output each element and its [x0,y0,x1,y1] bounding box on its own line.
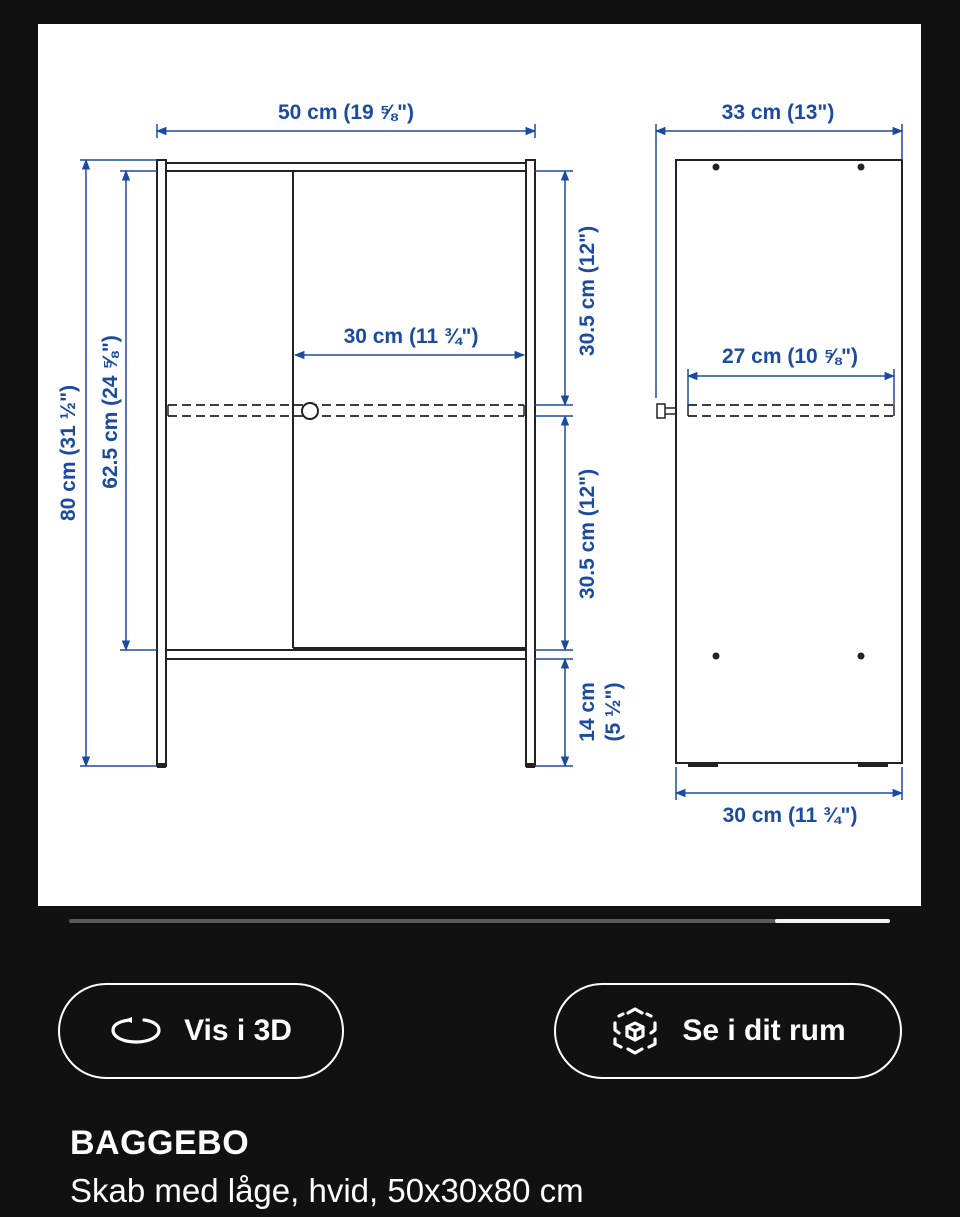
see-in-room-label: Se i dit rum [682,1014,846,1047]
leg-height-in-label: (5 ½") [602,682,625,742]
view-in-3d-button[interactable] [58,983,344,1079]
total-height-label: 80 cm (31 ½") [57,384,80,522]
lower-section-label: 30.5 cm (12") [576,468,599,600]
front-dimension-labels [57,101,625,742]
side-view [657,160,902,767]
ar-cube-icon [610,1006,660,1056]
front-view [157,160,535,767]
front-width-label: 50 cm (19 ⅝") [277,101,415,124]
upper-section-label: 30.5 cm (12") [576,225,599,357]
product-description: Skab med låge, hvid, 50x30x80 cm [70,1172,584,1209]
shelf-depth-label: 27 cm (10 ⅝") [721,345,859,368]
carousel-scrollbar[interactable] [69,919,890,923]
see-in-room-button[interactable] [554,983,902,1079]
door-width-label: 30 cm (11 ¾") [343,325,479,348]
front-dimensions [80,124,573,766]
body-height-label: 62.5 cm (24 ⅝") [99,335,122,489]
bottom-depth-label: 30 cm (11 ¾") [722,804,858,827]
leg-height-cm-label: 14 cm [576,682,599,742]
carousel-scroll-thumb[interactable] [775,919,890,923]
view-in-3d-label: Vis i 3D [184,1014,292,1047]
top-depth-label: 33 cm (13") [721,101,835,124]
rotate-3d-icon [110,1013,162,1049]
dimension-drawing [38,24,921,906]
product-name[interactable]: BAGGEBO [70,1124,250,1162]
product-dimension-image[interactable] [38,24,921,906]
